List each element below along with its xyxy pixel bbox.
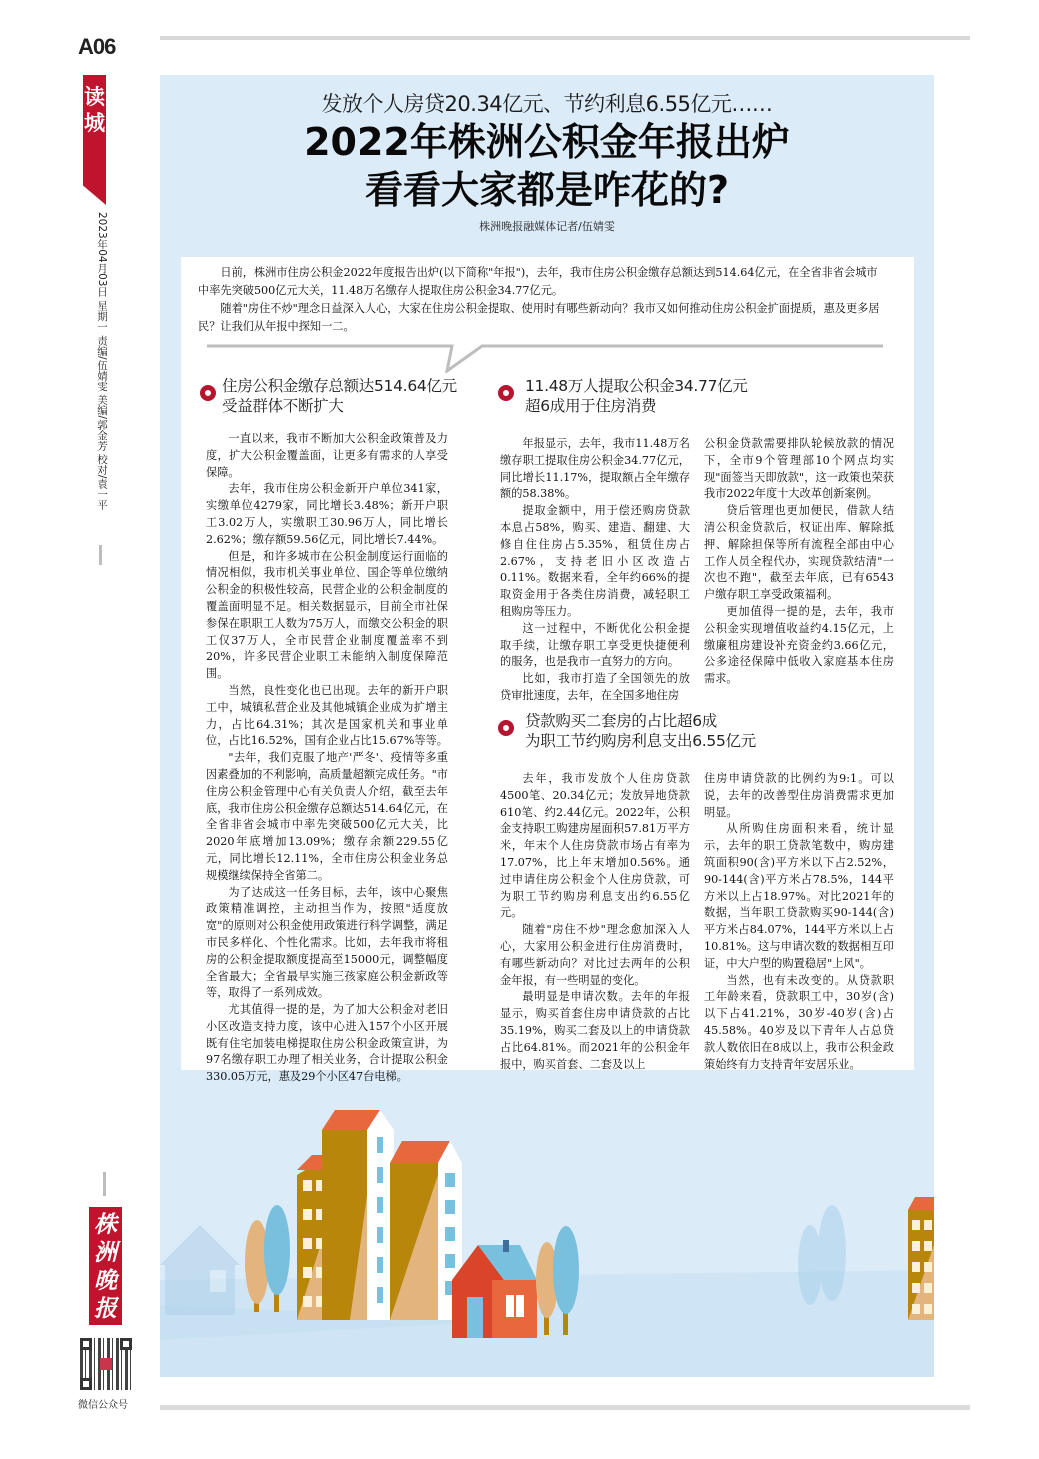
- section-title-line: 为职工节约购房利息支出6.55亿元: [525, 732, 756, 750]
- qr-finder: [120, 1338, 132, 1350]
- section-2-body-col2: [704, 436, 894, 688]
- side-divider: [99, 545, 102, 565]
- page-number: A06: [78, 34, 116, 59]
- section-tag-label: 读城: [84, 84, 105, 135]
- qr-finder: [80, 1378, 92, 1390]
- paragraph: 年报显示，去年，我市11.48万名缴存职工提取住房公积金34.77亿元，同比增长11.17%，提取额占全年缴存额的58.38%。: [500, 437, 690, 501]
- section-1-body: [206, 431, 448, 1086]
- lede-paragraph: 日前，株洲市住房公积金2022年度报告出炉(以下简称"年报")，去年，我市住房公积金缴存总额达到514.64亿元，在全省非省会城市中率先突破500亿元大关，11.48万名缴存人提取住房公积金34.77亿元。: [198, 266, 878, 297]
- qr-caption: 微信公众号: [78, 1400, 128, 1411]
- section-bullet-icon: [498, 385, 514, 401]
- paragraph: 但是，和许多城市在公积金制度运行面临的情况相似，我市机关事业单位、国企等单位缴纳公积金的积极性较高，民营企业的公积金制度的覆盖面明显不足。相关数据显示，目前全市社保参保在职职工人数为75万人，而缴交公积金的职工仅37万人，全市民营企业制度覆盖率不到20%，许多民营企业职工未能纳入制度保障范围。: [206, 549, 448, 681]
- article-headline: [160, 118, 934, 214]
- headline-line-2: 看看大家都是咋花的?: [364, 168, 730, 212]
- bottom-rule: [160, 1405, 970, 1410]
- paragraph: 这一过程中，不断优化公积金提取手续，让缴存职工享受更快捷便利的服务，也是我市一直努力的方向。: [500, 621, 690, 669]
- section-title-line: 贷款购买二套房的占比超6成: [525, 712, 717, 730]
- top-rule: [160, 36, 970, 40]
- paragraph: 比如，我市打造了全国领先的放贷审批速度，去年，在全国多地住房: [500, 672, 690, 702]
- paragraph: 最明显是申请次数。去年的年报显示，购买首套住房申请贷款的占比35.19%，购买二套及以上的申请贷款占比64.81%。而2021年的公积金年报中，购买首套、二套及以上: [500, 990, 690, 1071]
- article-kicker: 发放个人房贷20.34亿元、节约利息6.55亿元……: [321, 92, 773, 116]
- paragraph: 公积金贷款需要排队轮候放款的情况下，全市9个管理部10个网点均实现"面签当天即放款"，这一政策也荣获我市2022年度十大改革创新案例。: [704, 437, 894, 501]
- building-tall: [322, 1110, 394, 1320]
- paragraph: 从所购住房面积来看，统计显示，去年的职工贷款笔数中，购房建筑面积90(含)平方米以下占2.52%，90-144(含)平方米占78.5%，144平方米以上占18.97%。对比2021年的数据，当年职工贷款购买90-144(含)平方米占84.07%，144平方米以上占10.81%。这与申请次数的数据相互印证，中大户型的购置稳居"上风"。: [704, 822, 894, 970]
- qr-code[interactable]: [80, 1338, 132, 1390]
- paragraph: 随着"房住不炒"理念愈加深入人心，大家用公积金进行住房消费时，有哪些新动向？对比过去两年的公积金年报，有一些明显的变化。: [500, 923, 690, 987]
- dateline: 2023年04月03日 星期一 责编/伍婧雯 美编/郭金芳 校对/袁一平: [96, 212, 108, 510]
- section-3-title: [525, 711, 885, 751]
- house: [452, 1240, 537, 1338]
- section-bullet-icon: [498, 720, 514, 736]
- section-title-line: 11.48万人提取公积金34.77亿元: [525, 377, 748, 395]
- section-title-line: 受益群体不断扩大: [222, 397, 344, 415]
- paragraph: 一直以来，我市不断加大公积金政策普及力度，扩大公积金覆盖面，让更多有需求的人享受保障。: [206, 432, 448, 479]
- lede-paragraph: 随着"房住不炒"理念日益深入人心，大家在住房公积金提取、使用时有哪些新动向？我市又如何推动住房公积金扩面提质，惠及更多居民？让我们从年报中探知一二。: [198, 302, 880, 333]
- paragraph: 尤其值得一提的是，为了加大公积金对老旧小区改造支持力度，该中心进入157个小区开展既有住宅加装电梯提取住房公积金政策宣讲，为97名缴存职工办理了相关业务，合计提取公积金330.05万元，惠及29个小区47台电梯。: [206, 1003, 448, 1084]
- section-title-line: 住房公积金缴存总额达514.64亿元: [222, 377, 457, 395]
- faded-house: [160, 1225, 240, 1315]
- section-1-title: [222, 376, 472, 416]
- paragraph: 贷后管理也更加便民，借款人结清公积金贷款后，权证出库、解除抵押、解除担保等所有流程全部由中心工作人员全程代办，实现贷款结清"一次也不跑"，截至去年底，已有6543户缴存职工享受政策福利。: [704, 504, 894, 602]
- city-illustration: [160, 1075, 934, 1377]
- qr-finder: [80, 1338, 92, 1350]
- paragraph: 去年，我市发放个人住房贷款4500笔、20.34亿元；发放异地贷款610笔、约2.44亿元。2022年，公积金支持职工购建房屋面积57.81万平方米，年末个人住房贷款市场占有率为17.07%，比上年末增加0.56%。通过申请住房公积金个人住房贷款，可为职工节约购房利息支出约6.55亿元。: [500, 772, 690, 920]
- paragraph: 住房申请贷款的比例约为9:1。可以说，去年的改善型住房消费需求更加明显。: [704, 772, 894, 819]
- section-bullet-icon: [200, 385, 216, 401]
- paragraph: 提取金额中，用于偿还购房贷款本息占58%，购买、建造、翻建、大修自住住房占5.35%，租赁住房占2.67%，支持老旧小区改造占0.11%。数据来看，全年约66%的提取资金用于各类住房消费，减轻职工租购房等压力。: [500, 504, 690, 618]
- paragraph: 当然，也有未改变的。从贷款职工年龄来看，贷款职工中，30岁(含)以下占41.21%，30岁-40岁(含)占45.58%。40岁及以下青年人占总贷款人数依旧在8成以上，我市公积金政策始终有力支持青年安居乐业。: [704, 973, 894, 1071]
- masthead-logo: 株洲晚报: [89, 1207, 122, 1325]
- paragraph: 去年，我市住房公积金新开户单位341家，实缴单位4279家，同比增长3.48%；新开户职工3.02万人，实缴职工30.96万人，同比增长2.62%；缴存额59.56亿元，同比增长7.44%。: [206, 482, 448, 546]
- building-right: [908, 1197, 934, 1320]
- article-lede: [198, 264, 888, 336]
- section-2-title: [525, 376, 885, 416]
- section-2-body-col1: [500, 436, 690, 705]
- building-medium: [390, 1141, 462, 1320]
- section-3-body-col2: [704, 771, 894, 1073]
- headline-line-1: 2022年株洲公积金年报出炉: [304, 120, 790, 164]
- section-3-body-col1: [500, 771, 690, 1073]
- section-title-line: 超6成用于住房消费: [525, 397, 657, 415]
- article-byline: 株洲晚报融媒体记者/伍婧雯: [479, 220, 615, 233]
- qr-logo: [100, 1358, 112, 1370]
- side-divider: [103, 1172, 106, 1196]
- paragraph: "去年，我们克服了地产'严冬'、疫情等多重因素叠加的不利影响，高质量超额完成任务。"市住房公积金管理中心有关负责人介绍，截至去年底，我市住房公积金缴存总额达514.64亿元，在全省非省会城市中率先突破500亿元大关，比2020年底增加13.09%；缴存余额229.55亿元，同比增长12.11%，全市住房公积金业务总规模继续保持全省第二。: [206, 751, 448, 882]
- speech-bubble-divider: [207, 343, 883, 373]
- paragraph: 更加值得一提的是，去年，我市公积金实现增值收益约4.15亿元，上缴廉租房建设补充资金约3.66亿元，公多途径保障中低收入家庭基本住房需求。: [704, 604, 894, 686]
- paragraph: 当然，良性变化也已出现。去年的新开户职工中，城镇私营企业及其他城镇企业成为扩增主力，占比64.31%；其次是国家机关和事业单位，占比16.52%，国有企业占比15.67%等等。: [206, 683, 448, 748]
- paragraph: 为了达成这一任务目标，去年，该中心聚焦政策精准调控，主动担当作为，按照"适度放宽"的原则对公积金使用政策进行科学调整，满足市民多样化、个性化需求。比如，去年我市将租房的公积金提取额度提高至15000元，调整幅度全省最大；全省最早实施三孩家庭公积金新政等等，取得了一系列成效。: [206, 885, 448, 1000]
